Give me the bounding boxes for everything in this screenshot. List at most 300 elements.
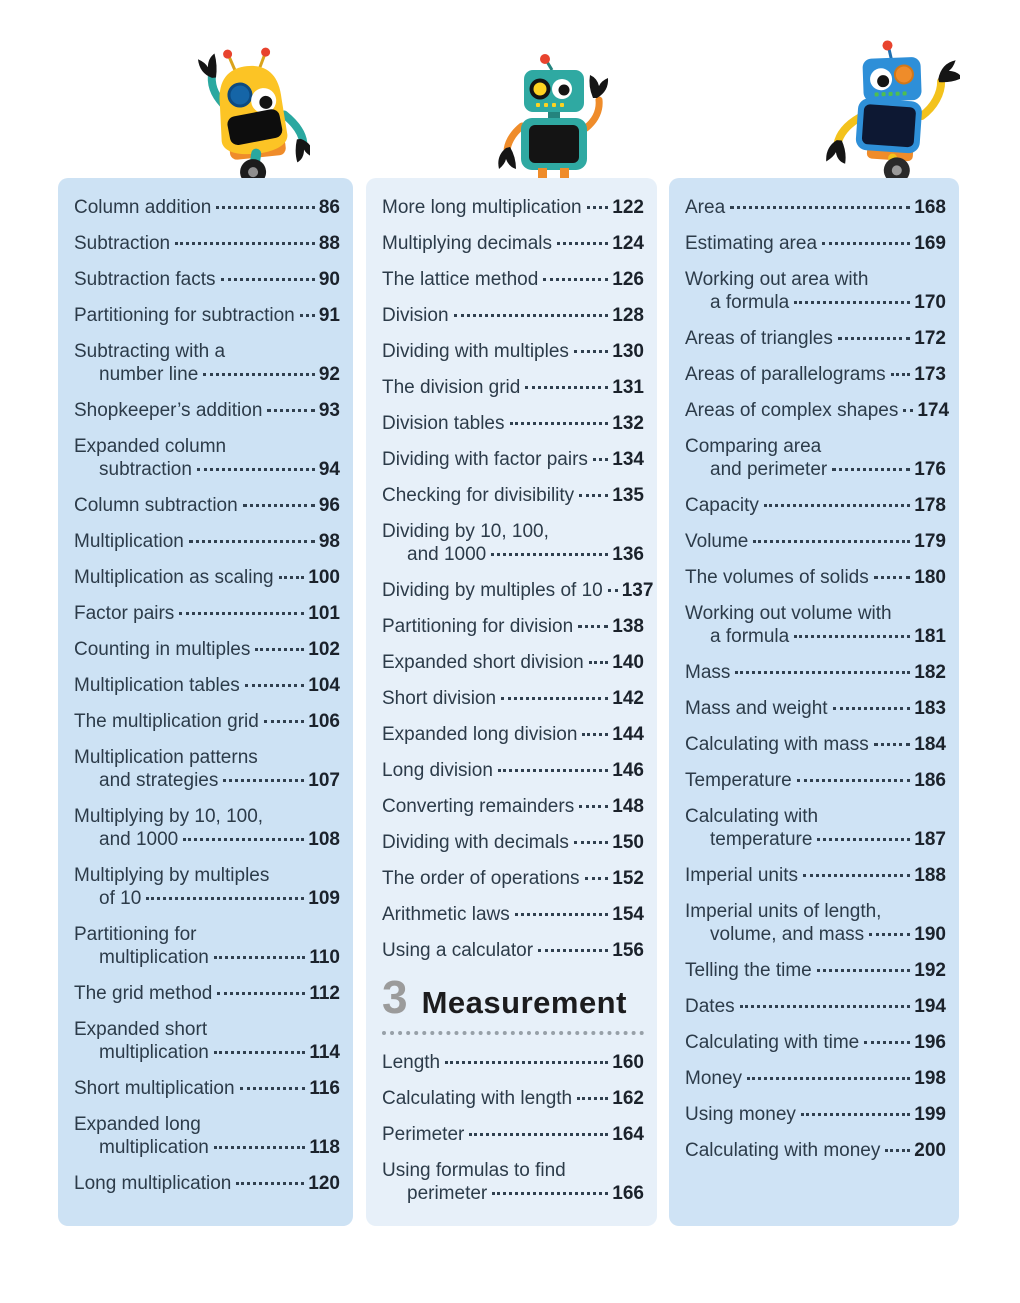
toc-entry	[685, 327, 946, 350]
toc-entry	[382, 1123, 644, 1146]
dot-leader	[764, 504, 910, 507]
teal-robot-illustration	[494, 52, 614, 180]
toc-entry-page-number: 169	[914, 233, 946, 254]
dot-leader	[608, 589, 618, 592]
toc-entry	[685, 733, 946, 756]
dot-leader	[214, 1146, 306, 1149]
toc-entry-page-number: 144	[612, 724, 644, 745]
dot-leader	[794, 635, 910, 638]
dot-leader	[803, 874, 910, 877]
toc-entry-page-number: 132	[612, 413, 644, 434]
toc-entry-page-number: 96	[318, 495, 340, 516]
toc-entry	[685, 769, 946, 792]
toc-entry-page-number: 172	[914, 328, 946, 349]
toc-entry	[382, 376, 644, 399]
toc-entry-title: Long division	[382, 760, 493, 781]
dot-leader	[740, 1005, 911, 1008]
section-dotted-divider	[382, 1031, 644, 1035]
toc-entry-title: The division grid	[382, 377, 521, 398]
dot-leader	[538, 949, 608, 952]
toc-entry-title-line1: Dividing by 10, 100,	[382, 521, 549, 542]
toc-entry	[74, 340, 340, 386]
toc-entry-title: Expanded short division	[382, 652, 584, 673]
toc-entry	[74, 566, 340, 589]
section-heading-measurement	[382, 971, 644, 1035]
dot-leader	[197, 468, 315, 471]
toc-entry-page-number: 118	[309, 1137, 340, 1158]
toc-entry-title: The grid method	[74, 983, 213, 1004]
toc-entry-page-number: 166	[612, 1183, 644, 1204]
toc-entry	[382, 1087, 644, 1110]
toc-entry-page-number: 148	[612, 796, 644, 817]
blue-robot-illustration	[826, 40, 960, 182]
toc-entry	[382, 232, 644, 255]
toc-entry	[685, 959, 946, 982]
dot-leader	[214, 956, 306, 959]
toc-entry-title: Multiplication tables	[74, 675, 240, 696]
toc-entry-title: Partitioning for subtraction	[74, 305, 295, 326]
toc-entry-title: The lattice method	[382, 269, 539, 290]
toc-entry-page-number: 140	[612, 652, 644, 673]
toc-entry	[685, 399, 950, 422]
toc-entry	[74, 304, 340, 327]
dot-leader	[510, 422, 609, 425]
dot-leader	[264, 720, 304, 723]
toc-entry-page-number: 146	[612, 760, 644, 781]
dot-leader	[469, 1133, 608, 1136]
toc-entry-page-number: 200	[914, 1140, 946, 1161]
teal-robot-icon	[494, 52, 614, 180]
toc-entry	[382, 903, 644, 926]
toc-entry-title-line2: subtraction	[99, 459, 192, 480]
toc-entry	[382, 615, 644, 638]
toc-entry-page-number: 199	[914, 1104, 946, 1125]
toc-entry-page-number: 184	[914, 734, 946, 755]
dot-leader	[817, 838, 910, 841]
toc-entry	[382, 687, 644, 710]
toc-entry-title: Using a calculator	[382, 940, 534, 961]
toc-entry-page-number: 98	[318, 531, 340, 552]
yellow-robot-icon	[192, 44, 310, 184]
toc-entry-title: Mass and weight	[685, 698, 828, 719]
toc-entry-title: Multiplication as scaling	[74, 567, 274, 588]
toc-entry-page-number: 180	[914, 567, 946, 588]
toc-entry-page-number: 181	[914, 626, 946, 647]
toc-entry	[685, 805, 946, 851]
toc-entry-page-number: 152	[612, 868, 644, 889]
toc-entry-title-line1: Partitioning for	[74, 924, 197, 945]
toc-entry-title: Long multiplication	[74, 1173, 232, 1194]
toc-entry	[685, 995, 946, 1018]
toc-entry	[74, 268, 340, 291]
dot-leader	[874, 743, 911, 746]
toc-entry-title: Converting remainders	[382, 796, 575, 817]
toc-entry-title-line1: Multiplying by multiples	[74, 865, 270, 886]
dot-leader	[492, 1192, 608, 1195]
toc-entry-page-number: 106	[308, 711, 340, 732]
toc-entry-page-number: 174	[917, 400, 950, 421]
toc-entry	[382, 484, 644, 507]
toc-entry	[382, 579, 654, 602]
toc-entry-title: Imperial units	[685, 865, 798, 886]
toc-entry-title: Temperature	[685, 770, 792, 791]
dot-leader	[574, 350, 608, 353]
toc-entry-title: Perimeter	[382, 1124, 465, 1145]
toc-entry-page-number: 128	[612, 305, 644, 326]
toc-entry-page-number: 135	[612, 485, 644, 506]
toc-entry-page-number: 122	[612, 197, 644, 218]
toc-entry-page-number: 130	[612, 341, 644, 362]
toc-entry	[382, 340, 644, 363]
toc-entry-page-number: 124	[612, 233, 644, 254]
dot-leader	[515, 913, 609, 916]
toc-entry-title-line1: Multiplying by 10, 100,	[74, 806, 264, 827]
toc-entry-page-number: 196	[914, 1032, 946, 1053]
toc-entry-page-number: 90	[318, 269, 340, 290]
toc-entry-title-line2: perimeter	[407, 1183, 488, 1204]
dot-leader	[797, 779, 911, 782]
toc-entry-title-line2: and strategies	[99, 770, 219, 791]
toc-entry-title-line2: volume, and mass	[710, 924, 865, 945]
dot-leader	[543, 278, 608, 281]
toc-entry-page-number: 114	[309, 1042, 340, 1063]
toc-entry	[74, 196, 340, 219]
dot-leader	[223, 779, 304, 782]
dot-leader	[557, 242, 608, 245]
toc-entry-page-number: 179	[914, 531, 946, 552]
toc-entry	[74, 1018, 340, 1064]
dot-leader	[183, 838, 304, 841]
toc-entry	[685, 268, 946, 314]
dot-leader	[146, 897, 304, 900]
contents-column-3	[669, 178, 959, 1226]
toc-entry-page-number: 116	[309, 1078, 340, 1099]
toc-entry-page-number: 187	[914, 829, 946, 850]
toc-entry-page-number: 104	[308, 675, 340, 696]
toc-entry	[74, 982, 340, 1005]
toc-entry-title: Checking for divisibility	[382, 485, 575, 506]
toc-entry-title: The volumes of solids	[685, 567, 869, 588]
toc-entry-title: Calculating with time	[685, 1032, 860, 1053]
toc-entry	[382, 795, 644, 818]
dot-leader	[753, 540, 910, 543]
toc-entry-title-line1: Working out area with	[685, 269, 869, 290]
toc-entry-page-number: 94	[318, 459, 340, 480]
dot-leader	[245, 684, 304, 687]
toc-entry	[685, 602, 946, 648]
toc-entry-title: Area	[685, 197, 726, 218]
dot-leader	[582, 733, 608, 736]
toc-entry-page-number: 134	[612, 449, 644, 470]
toc-entry-title-line2: a formula	[710, 292, 790, 313]
toc-entry	[74, 923, 340, 969]
dot-leader	[832, 468, 910, 471]
contents-column-2	[366, 178, 657, 1226]
toc-entry	[382, 304, 644, 327]
dot-leader	[279, 576, 305, 579]
dot-leader	[179, 612, 304, 615]
toc-entry-title: Estimating area	[685, 233, 818, 254]
toc-entry-page-number: 131	[612, 377, 644, 398]
dot-leader	[221, 278, 315, 281]
toc-entry-title-line2: temperature	[710, 829, 813, 850]
toc-entry-page-number: 164	[612, 1124, 644, 1145]
toc-entry-title: Calculating with length	[382, 1088, 573, 1109]
toc-entry-title-line1: Subtracting with a	[74, 341, 226, 362]
toc-entry	[382, 1159, 644, 1205]
toc-entry-title-line2: a formula	[710, 626, 790, 647]
toc-entry	[685, 566, 946, 589]
toc-entry-title: Mass	[685, 662, 731, 683]
toc-entry-title-line2: and 1000	[407, 544, 487, 565]
dot-leader	[747, 1077, 910, 1080]
toc-entry-title-line1: Using formulas to find	[382, 1160, 566, 1181]
toc-entry-title: Division tables	[382, 413, 505, 434]
toc-entry-title-line2: multiplication	[99, 1137, 209, 1158]
dot-leader	[217, 992, 305, 995]
toc-entry-title: The order of operations	[382, 868, 580, 889]
toc-entry-title-line1: Comparing area	[685, 436, 822, 457]
toc-entry	[382, 651, 644, 674]
toc-entry-page-number: 156	[612, 940, 644, 961]
toc-entry-page-number: 93	[318, 400, 340, 421]
toc-entry	[685, 494, 946, 517]
toc-entry-page-number: 178	[914, 495, 946, 516]
dot-leader	[869, 933, 910, 936]
toc-entry	[382, 939, 644, 962]
toc-entry-page-number: 192	[914, 960, 946, 981]
dot-leader	[189, 540, 315, 543]
dot-leader	[574, 841, 608, 844]
toc-entry	[74, 602, 340, 625]
toc-entry-title-line1: Expanded long	[74, 1114, 201, 1135]
toc-entry	[382, 196, 644, 219]
toc-entry	[74, 232, 340, 255]
toc-entry	[74, 864, 340, 910]
toc-entry	[74, 530, 340, 553]
dot-leader	[585, 877, 609, 880]
toc-entry	[685, 697, 946, 720]
toc-entry	[382, 723, 644, 746]
dot-leader	[525, 386, 608, 389]
toc-entry	[685, 1103, 946, 1126]
toc-entry-page-number: 100	[308, 567, 340, 588]
toc-entry-page-number: 160	[612, 1052, 644, 1073]
toc-entry	[685, 232, 946, 255]
toc-entry-title: Dividing with decimals	[382, 832, 569, 853]
dot-leader	[903, 409, 913, 412]
toc-entry-title: Arithmetic laws	[382, 904, 510, 925]
dot-leader	[577, 1097, 608, 1100]
dot-leader	[864, 1041, 910, 1044]
toc-entry-title: Volume	[685, 531, 749, 552]
yellow-robot-illustration	[192, 44, 310, 184]
toc-entry-title: Short division	[382, 688, 497, 709]
toc-entry-page-number: 162	[612, 1088, 644, 1109]
toc-entry-page-number: 176	[914, 459, 946, 480]
toc-entry-title-line1: Imperial units of length,	[685, 901, 882, 922]
toc-entry	[74, 674, 340, 697]
toc-entry-page-number: 102	[308, 639, 340, 660]
toc-entry	[685, 1067, 946, 1090]
dot-leader	[267, 409, 314, 412]
dot-leader	[579, 805, 608, 808]
toc-entry-page-number: 109	[308, 888, 340, 909]
toc-entry-title: More long multiplication	[382, 197, 582, 218]
toc-entry-page-number: 112	[309, 983, 340, 1004]
toc-entry-page-number: 92	[318, 364, 340, 385]
section-title: Measurement	[421, 985, 627, 1020]
toc-entry-title-line2: and perimeter	[710, 459, 828, 480]
toc-entry	[382, 520, 644, 566]
toc-entry-page-number: 107	[308, 770, 340, 791]
toc-entry	[685, 864, 946, 887]
toc-entry-title: Areas of complex shapes	[685, 400, 899, 421]
dot-leader	[501, 697, 608, 700]
contents-column-1	[58, 178, 353, 1226]
dot-leader	[735, 671, 910, 674]
toc-entry-page-number: 142	[612, 688, 644, 709]
dot-leader	[885, 1149, 910, 1152]
toc-entry	[382, 1051, 644, 1074]
dot-leader	[255, 648, 304, 651]
toc-entry-page-number: 168	[914, 197, 946, 218]
toc-entry-title-line1: Calculating with	[685, 806, 819, 827]
toc-entry	[74, 399, 340, 422]
toc-entry-title-line1: Multiplication patterns	[74, 747, 258, 768]
toc-entry	[74, 746, 340, 792]
dot-leader	[236, 1182, 304, 1185]
blue-robot-icon	[826, 40, 960, 182]
dot-leader	[874, 576, 911, 579]
toc-entry-page-number: 173	[914, 364, 946, 385]
toc-entry-page-number: 194	[914, 996, 946, 1017]
toc-entry-page-number: 137	[621, 580, 654, 601]
toc-entry-title: Length	[382, 1052, 441, 1073]
dot-leader	[838, 337, 910, 340]
toc-entry-title-line1: Working out volume with	[685, 603, 892, 624]
toc-entry-page-number: 138	[612, 616, 644, 637]
toc-entry-title-line2: number line	[99, 364, 199, 385]
dot-leader	[454, 314, 609, 317]
toc-entry-page-number: 136	[612, 544, 644, 565]
toc-entry-title: Column subtraction	[74, 495, 238, 516]
toc-entry-page-number: 86	[318, 197, 340, 218]
toc-entry	[382, 268, 644, 291]
dot-leader	[822, 242, 910, 245]
dot-leader	[794, 301, 910, 304]
toc-entry-title: Dividing with factor pairs	[382, 449, 588, 470]
toc-entry	[382, 831, 644, 854]
dot-leader	[578, 625, 608, 628]
toc-entry-title-line2: of 10	[99, 888, 142, 909]
toc-entry-title-line1: Expanded column	[74, 436, 227, 457]
toc-entry-title: Calculating with mass	[685, 734, 869, 755]
dot-leader	[587, 206, 609, 209]
toc-entry-page-number: 154	[612, 904, 644, 925]
dot-leader	[589, 661, 609, 664]
toc-entry-title-line1: Expanded short	[74, 1019, 208, 1040]
toc-entry	[74, 710, 340, 733]
dot-leader	[216, 206, 315, 209]
dot-leader	[801, 1113, 910, 1116]
toc-entry	[74, 638, 340, 661]
toc-entry-page-number: 186	[914, 770, 946, 791]
toc-entry	[74, 494, 340, 517]
dot-leader	[579, 494, 608, 497]
toc-entry-page-number: 101	[308, 603, 340, 624]
toc-entry-title: Subtraction	[74, 233, 171, 254]
dot-leader	[300, 314, 315, 317]
toc-entry-page-number: 126	[612, 269, 644, 290]
toc-entry-page-number: 198	[914, 1068, 946, 1089]
toc-entry	[74, 1113, 340, 1159]
dot-leader	[833, 707, 911, 710]
toc-entry-title: Using money	[685, 1104, 796, 1125]
dot-leader	[445, 1061, 608, 1064]
toc-entry-page-number: 170	[914, 292, 946, 313]
section-number: 3	[382, 971, 408, 1023]
dot-leader	[175, 242, 315, 245]
toc-entry-title: The multiplication grid	[74, 711, 259, 732]
toc-entry-page-number: 150	[612, 832, 644, 853]
toc-entry-page-number: 120	[308, 1173, 340, 1194]
toc-entry	[685, 1139, 946, 1162]
toc-entry	[685, 530, 946, 553]
dot-leader	[817, 969, 911, 972]
dot-leader	[491, 553, 608, 556]
dot-leader	[240, 1087, 306, 1090]
toc-entry-title: Factor pairs	[74, 603, 175, 624]
toc-entry-title: Counting in multiples	[74, 639, 251, 660]
toc-entry-title: Capacity	[685, 495, 759, 516]
toc-entry-title: Expanded long division	[382, 724, 578, 745]
toc-entry	[382, 759, 644, 782]
toc-entry	[74, 1077, 340, 1100]
toc-entry-title-line2: and 1000	[99, 829, 179, 850]
toc-entry-page-number: 190	[914, 924, 946, 945]
toc-entry	[685, 900, 946, 946]
toc-entry-title: Partitioning for division	[382, 616, 574, 637]
toc-entry-title: Shopkeeper’s addition	[74, 400, 263, 421]
toc-entry-page-number: 108	[308, 829, 340, 850]
toc-entry-title: Multiplying decimals	[382, 233, 553, 254]
toc-entry	[685, 661, 946, 684]
dot-leader	[730, 206, 910, 209]
toc-entry	[382, 448, 644, 471]
toc-entry-page-number: 110	[309, 947, 340, 968]
toc-entry	[74, 1172, 340, 1195]
dot-leader	[214, 1051, 306, 1054]
toc-entry-title: Areas of triangles	[685, 328, 833, 349]
dot-leader	[498, 769, 608, 772]
toc-entry	[74, 805, 340, 851]
toc-entry-page-number: 182	[914, 662, 946, 683]
toc-entry-title-line2: multiplication	[99, 947, 209, 968]
toc-entry-title: Money	[685, 1068, 743, 1089]
toc-entry	[685, 363, 946, 386]
toc-entry-title: Areas of parallelograms	[685, 364, 886, 385]
dot-leader	[593, 458, 608, 461]
toc-entry-title-line2: multiplication	[99, 1042, 209, 1063]
toc-entry-title: Dividing by multiples of 10	[382, 580, 603, 601]
toc-entry-title: Multiplication	[74, 531, 184, 552]
toc-entry-title: Dates	[685, 996, 735, 1017]
toc-entry-page-number: 88	[318, 233, 340, 254]
toc-entry	[685, 435, 946, 481]
toc-entry-page-number: 183	[914, 698, 946, 719]
toc-entry-title: Telling the time	[685, 960, 812, 981]
